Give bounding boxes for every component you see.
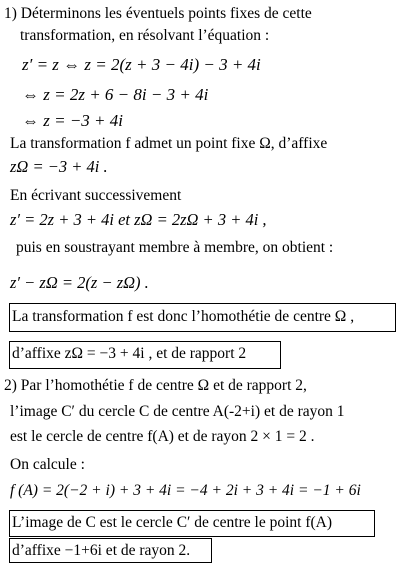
conclusion-1-line1: La transformation f est donc l’homothétie de centre Ω , (12, 308, 355, 325)
subtract-statement: puis en soustrayant membre à membre, on obtient : (16, 239, 334, 256)
fixed-point-statement-line1: La transformation f admet un point fixe Ω, d’affixe (10, 135, 328, 152)
conclusion-1-line2: d’affixe zΩ = −3 + 4i , et de rapport 2 (12, 345, 247, 362)
conclusion-2-line1: L’image de C est le cercle C′ de centre le point f(A) (12, 514, 333, 531)
result-equation: z′ − zΩ = 2(z − zΩ) . (10, 273, 149, 292)
calc-intro: On calcule : (10, 456, 85, 473)
equation-step-3: ⇔ z = −3 + 4i (22, 111, 124, 130)
calc-equation: f (A) = 2(−2 + i) + 3 + 4i = −4 + 2i + 3 + 4i = −1 + 6i (10, 482, 361, 499)
conclusion-2-line2: d’affixe −1+6i et de rayon 2. (12, 542, 191, 559)
fixed-point-statement-line2: zΩ = −3 + 4i . (10, 157, 108, 176)
successive-intro: En écrivant successivement (10, 187, 182, 204)
part1-intro-line2: transformation, en résolvant l’équation : (20, 27, 270, 44)
equation-step-2: ⇔ z = 2z + 6 − 8i − 3 + 4i (22, 85, 209, 104)
part2-line1: 2) Par l’homothétie f de centre Ω et de rapport 2, (4, 377, 307, 394)
part2-line2: l’image C′ du cercle C de centre A(-2+i) et de rayon 1 (10, 403, 345, 420)
part2-line3: est le cercle de centre f(A) et de rayon 2 × 1 = 2 . (10, 428, 315, 445)
part1-intro-line1: 1) Déterminons les éventuels points fixes de cette (4, 5, 312, 22)
equation-fixed-point: z′ = z ⇔ z = 2(z + 3 − 4i) − 3 + 4i (22, 55, 261, 74)
successive-equations: z′ = 2z + 3 + 4i et zΩ = 2zΩ + 3 + 4i , (10, 210, 267, 229)
